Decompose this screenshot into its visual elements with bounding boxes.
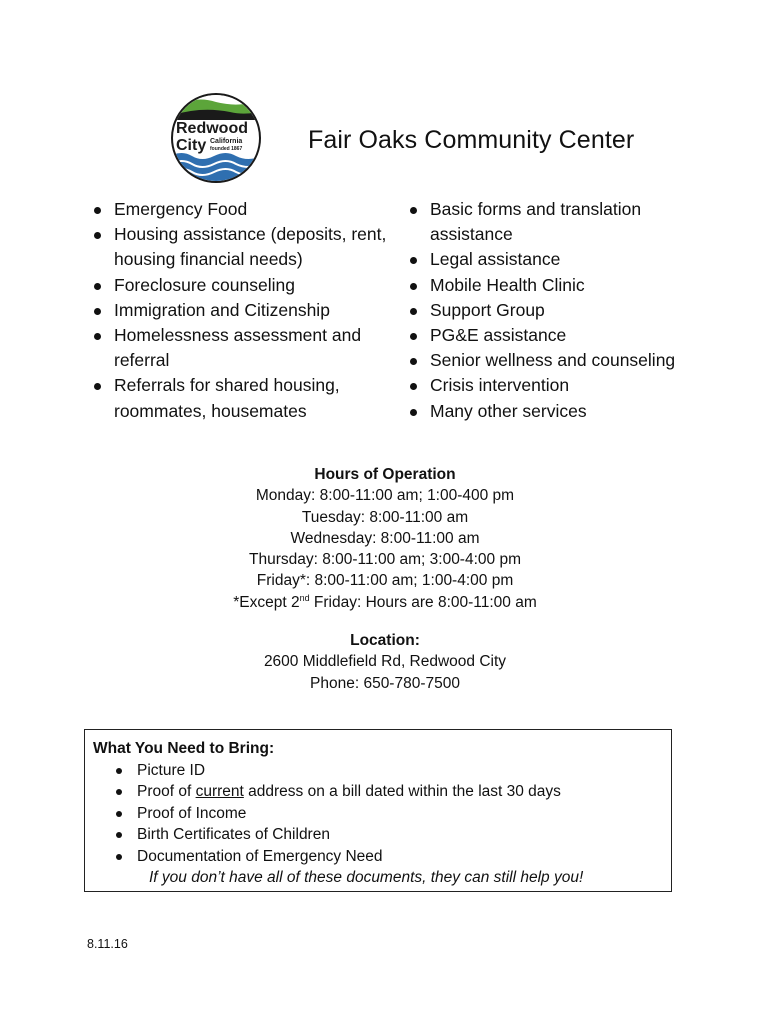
hours-monday: Monday: 8:00-11:00 am; 1:00-400 pm bbox=[255, 487, 515, 505]
hours-friday: Friday*: 8:00-11:00 am; 1:00-4:00 pm bbox=[256, 572, 514, 590]
list-item: Immigration and Citizenship bbox=[92, 298, 392, 323]
hours-thursday: Thursday: 8:00-11:00 am; 3:00-4:00 pm bbox=[249, 551, 521, 569]
proof-address-underlined: current bbox=[195, 783, 244, 801]
logo-text-city: City bbox=[176, 137, 207, 154]
location-heading: Location: bbox=[350, 632, 420, 649]
redwood-city-logo bbox=[170, 92, 262, 184]
list-item: Emergency Food bbox=[92, 197, 392, 222]
services-list-right bbox=[408, 197, 728, 424]
list-item: Many other services bbox=[408, 399, 728, 424]
page-title: Fair Oaks Community Center bbox=[308, 126, 635, 154]
logo-text-redwood: Redwood bbox=[176, 120, 248, 137]
hours-exception-suffix: Friday: Hours are 8:00-11:00 am bbox=[309, 593, 537, 611]
logo-text-founded: founded 1867 bbox=[210, 146, 243, 152]
services-list-left bbox=[92, 197, 392, 424]
hours-exception bbox=[0, 592, 770, 613]
list-item: Legal assistance bbox=[408, 247, 728, 272]
list-item: Mobile Health Clinic bbox=[408, 273, 728, 298]
list-item: Foreclosure counseling bbox=[92, 273, 392, 298]
list-item: Documentation of Emergency Need bbox=[115, 846, 561, 867]
hours-exception-sup: nd bbox=[299, 592, 310, 603]
logo-text-california: California bbox=[210, 138, 243, 145]
hours-wednesday: Wednesday: 8:00-11:00 am bbox=[290, 529, 480, 547]
location-section bbox=[0, 630, 770, 694]
bring-note: If you don’t have all of these documents, they can still help you! bbox=[149, 869, 584, 886]
list-item: Picture ID bbox=[115, 760, 561, 781]
list-item: Support Group bbox=[408, 298, 728, 323]
list-item: Housing assistance (deposits, rent, housing financial needs) bbox=[92, 222, 392, 272]
what-to-bring-box bbox=[84, 729, 672, 892]
list-item: Proof of Income bbox=[115, 803, 561, 824]
hours-heading: Hours of Operation bbox=[314, 466, 456, 483]
bring-list bbox=[115, 760, 561, 867]
list-item: Senior wellness and counseling bbox=[408, 348, 728, 373]
hours-exception-prefix: *Except 2 bbox=[233, 593, 300, 611]
location-address: 2600 Middlefield Rd, Redwood City bbox=[263, 653, 507, 671]
hours-tuesday: Tuesday: 8:00-11:00 am bbox=[301, 508, 469, 526]
location-phone: Phone: 650-780-7500 bbox=[310, 674, 460, 692]
list-item: Referrals for shared housing, roommates, housemates bbox=[92, 373, 392, 423]
list-item bbox=[115, 781, 561, 802]
list-item: Homelessness assessment and referral bbox=[92, 323, 392, 373]
list-item: Birth Certificates of Children bbox=[115, 824, 561, 845]
list-item: PG&E assistance bbox=[408, 323, 728, 348]
bring-heading: What You Need to Bring: bbox=[93, 740, 275, 757]
hours-section bbox=[0, 464, 770, 613]
list-item: Basic forms and translation assistance bbox=[408, 197, 728, 247]
proof-address-suffix: address on a bill dated within the last 30 days bbox=[243, 783, 561, 801]
document-date: 8.11.16 bbox=[87, 937, 128, 951]
list-item: Crisis intervention bbox=[408, 373, 728, 398]
proof-address-prefix: Proof of bbox=[137, 783, 196, 801]
